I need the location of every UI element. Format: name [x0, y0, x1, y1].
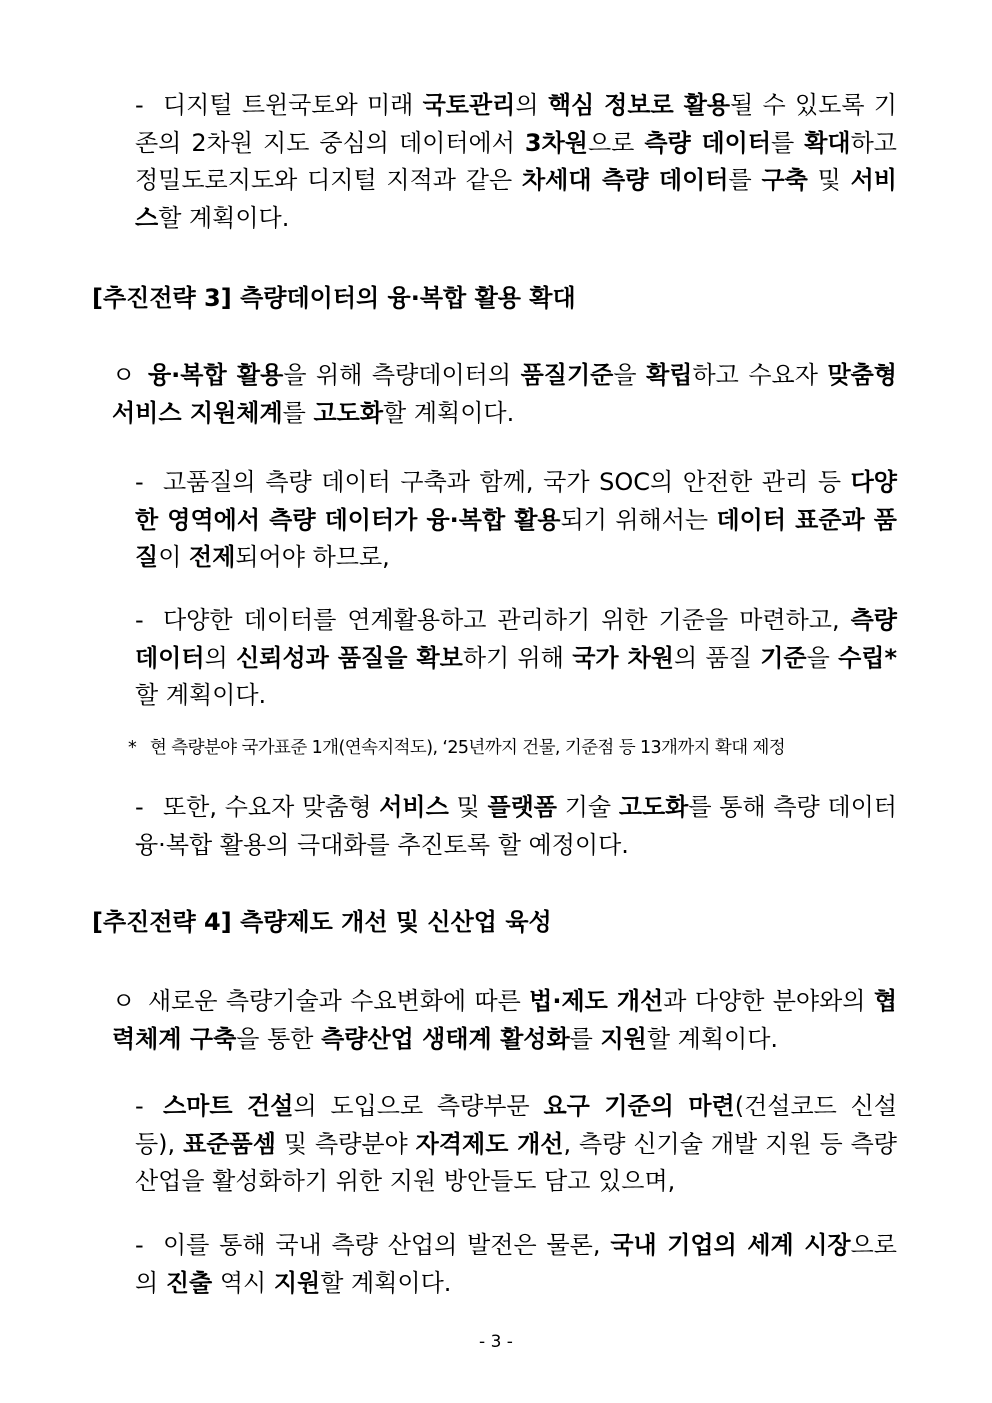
text-run: 를 통해 측량 데이터 융·복합 활용의 극대화를 추진토록 할 예정이다.	[135, 793, 897, 859]
text-run: 을 통한	[236, 1024, 322, 1053]
text-run: 역시	[212, 1268, 274, 1297]
text-run: 및	[448, 793, 488, 821]
bold-text-run: 고도화	[618, 793, 689, 821]
bold-text-run: 품질기준	[520, 361, 614, 389]
text-run: 으로	[587, 128, 645, 157]
text-run: 과 다양한 분야와의	[663, 987, 874, 1015]
footnote-national-standard	[128, 736, 903, 760]
bold-text-run: 기준	[760, 643, 807, 672]
text-run: 할 계획이다.	[320, 1268, 452, 1297]
text-run: 을	[806, 643, 839, 672]
dash-marker: -	[135, 793, 144, 821]
bold-text-run: 자격제도 개선	[415, 1129, 564, 1158]
dash-marker: -	[135, 606, 144, 634]
text-run: 될 수 있도록 기존의 2차원 지도 중심의 데이터에서	[135, 91, 897, 157]
bold-text-run: 3차원	[524, 128, 588, 157]
bold-text-run: 데이터 표준과 품질	[135, 505, 897, 571]
dash-marker: -	[135, 468, 144, 496]
dash-marker: -	[135, 1092, 144, 1120]
bold-text-run: 신뢰성과 품질을 확보	[236, 643, 463, 672]
text-run: 하고 수요자	[692, 361, 828, 389]
paragraph-platform	[135, 789, 897, 864]
paragraph-smart-construction	[135, 1088, 897, 1201]
text-run: 또한, 수요자 맞춤형	[163, 793, 380, 821]
dash-marker: -	[135, 1231, 144, 1259]
paragraph-quality-standard	[135, 602, 897, 715]
text-run: 을 위해 측량데이터의	[283, 361, 521, 389]
page-number: - 3 -	[479, 1332, 513, 1352]
paragraph-global-market	[135, 1227, 897, 1302]
text-run: 새로운 측량기술과 수요변화에 따른	[148, 987, 530, 1015]
text-run: 이를 통해 국내 측량 산업의 발전은 물론,	[163, 1231, 611, 1259]
bold-text-run: 국가 차원	[572, 643, 674, 672]
text-run: 하고 정밀도로지도와 디지털 지적과 같은	[135, 128, 897, 194]
bold-text-run: 측량 데이터	[644, 128, 772, 157]
paragraph-digital-twin	[135, 87, 897, 237]
bold-text-run: 맞춤형 서비스 지원체계	[112, 361, 897, 427]
text-run: 할 계획이다.	[646, 1024, 779, 1053]
bold-text-run: 다양한 영역에서 측량 데이터가 융·복합 활용	[135, 468, 897, 534]
text-run: , 측량 신기술 개발 지원 등 측량 산업을 활성화하기 위한 지원 방안들도 담고 있으며,	[135, 1129, 897, 1195]
bold-text-run: 법·제도 개선	[529, 987, 664, 1015]
text-run: 를	[771, 128, 805, 157]
bold-text-run: 측량 데이터	[135, 606, 897, 672]
dash-marker: -	[135, 91, 144, 119]
circle-marker: ㅇ	[112, 987, 136, 1015]
bold-text-run: 수립*	[838, 643, 897, 672]
heading-strategy-4: [추진전략 4] 측량제도 개선 및 신산업 육성	[92, 908, 552, 936]
bold-text-run: 확립	[646, 361, 693, 389]
text-run: 기술	[557, 793, 619, 821]
text-run: 의 품질	[673, 643, 761, 672]
bold-text-run: 측량산업 생태계 활성화	[321, 1024, 570, 1053]
asterisk-marker: *	[128, 738, 137, 758]
text-run: 을	[613, 361, 647, 389]
bold-text-run: 지원	[273, 1268, 321, 1297]
bold-text-run: 협력체계 구축	[112, 987, 898, 1053]
text-run: 할 계획이다.	[135, 681, 267, 709]
text-run: 를	[282, 398, 314, 427]
bold-text-run: 확대	[804, 128, 851, 157]
bold-text-run: 융·복합 활용	[148, 361, 284, 389]
text-run: 의	[515, 91, 548, 119]
bold-text-run: 핵심 정보로 활용	[547, 91, 731, 119]
bold-text-run: 구축	[761, 166, 808, 194]
text-run: 으로의	[135, 1231, 897, 1297]
bold-text-run: 진출	[165, 1268, 213, 1297]
paragraph-strategy-4-main	[112, 983, 897, 1058]
bold-text-run: 고도화	[313, 398, 384, 427]
text-run: (건설코드 신설 등),	[135, 1092, 897, 1158]
text-run: 및	[807, 166, 851, 194]
text-run: 이	[158, 543, 190, 571]
heading-strategy-3: [추진전략 3] 측량데이터의 융·복합 활용 확대	[92, 284, 576, 312]
paragraph-strategy-3-main	[112, 357, 897, 432]
bold-text-run: 전제	[189, 543, 236, 571]
bold-text-run: 플랫폼	[487, 793, 557, 821]
text-run: 를	[569, 1024, 601, 1053]
text-run: 되기 위해서는	[560, 505, 717, 534]
text-run: 고품질의 측량 데이터 구축과 함께, 국가 SOC의 안전한 관리 등	[163, 468, 851, 496]
bold-text-run: 표준품셈	[183, 1129, 276, 1158]
bold-text-run: 스마트 건설	[163, 1092, 294, 1120]
text-run: 하기 위해	[462, 643, 573, 672]
bold-text-run: 지원	[600, 1024, 647, 1053]
circle-marker: ㅇ	[112, 361, 136, 389]
bold-text-run: 국내 기업의 세계 시장	[610, 1231, 851, 1259]
text-run: 할 계획이다.	[158, 203, 290, 232]
bold-text-run: 요구 기준의 마련	[543, 1092, 735, 1120]
paragraph-soc-management	[135, 464, 897, 577]
text-run: 디지털 트윈국토와 미래	[163, 91, 423, 119]
text-run: 되어야 하므로,	[235, 543, 390, 571]
footnote-text: 현 측량분야 국가표준 1개(연속지적도), ‘25년까지 건물, 기준점 등 13개까지 확대 제정	[150, 738, 786, 758]
text-run: 다양한 데이터를 연계활용하고 관리하기 위한 기준을 마련하고,	[163, 606, 851, 634]
bold-text-run: 서비스	[379, 793, 449, 821]
text-run: 의 도입으로 측량부문	[293, 1092, 544, 1120]
text-run: 를	[728, 166, 762, 194]
text-run: 의	[204, 643, 237, 672]
bold-text-run: 국토관리	[422, 91, 516, 119]
bold-text-run: 서비스	[135, 166, 897, 232]
text-run: 할 계획이다.	[383, 398, 515, 427]
bold-text-run: 차세대 측량 데이터	[521, 166, 729, 194]
text-run: 및 측량분야	[275, 1129, 416, 1158]
